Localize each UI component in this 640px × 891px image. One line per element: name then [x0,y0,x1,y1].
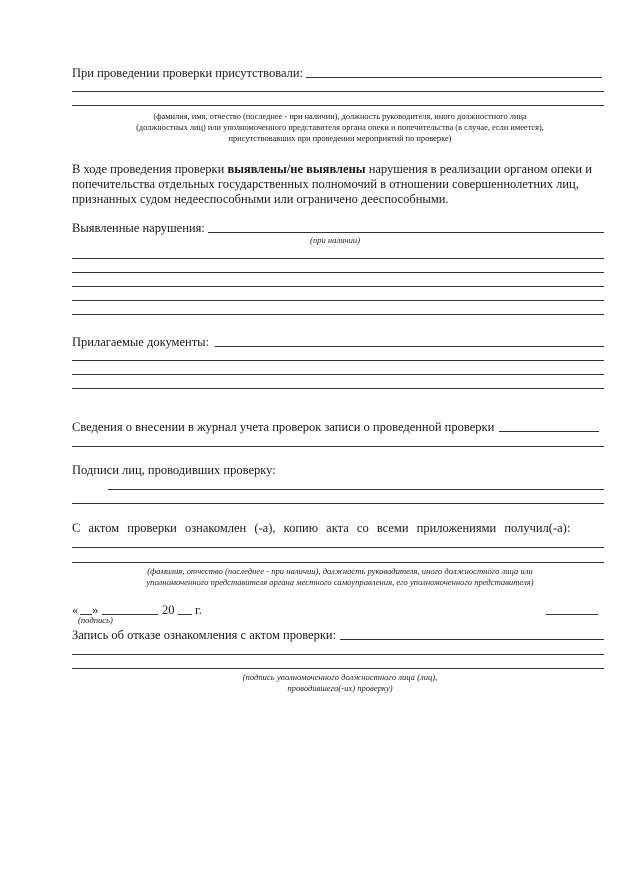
acquaint-caption-2: уполномоченного представителя органа местного самоуправления, его уполномоченного представителя) [146,577,534,587]
violations-line-3[interactable] [72,272,604,273]
journal-field-line[interactable] [499,431,599,432]
present-line-3[interactable] [72,105,604,106]
violations-line-2[interactable] [72,258,604,259]
violations-label: Выявленные нарушения: [72,221,205,235]
findings-suffix: нарушения в реализации органом опеки и [365,162,592,176]
present-caption-2: (должностных лиц) или уполномоченного представителя органа опеки и попечительства (в случае, если имеется), [136,123,544,132]
present-line-2[interactable] [72,91,604,92]
violations-hint: (при наличии) [310,235,361,245]
date-year-prefix: 20 [162,603,175,617]
date-sign-line[interactable] [546,614,598,615]
present-label: При проведении проверки присутствовали: [72,66,304,80]
documents-line-4[interactable] [72,388,604,389]
date-open-quote: « [72,603,79,617]
present-caption-3: присутствовавших при проведении мероприятий по проверке) [228,134,452,143]
refusal-line-3[interactable] [72,668,604,669]
present-field-line[interactable] [306,77,602,78]
date-close-quote: » [92,603,99,617]
journal-label: Сведения о внесении в журнал учета проверок записи о проведенной проверки [72,420,495,434]
refusal-line-2[interactable] [72,654,604,655]
findings-bold: выявлены/не выявлены [227,162,366,176]
acquaint-line-2[interactable] [72,562,604,563]
findings-line-3: признанных судом недееспособными или ограничено дееспособными. [72,192,449,206]
date-sign-hint: (подпись) [78,615,113,625]
date-year-line[interactable] [178,614,192,615]
documents-label: Прилагаемые документы: [72,335,210,349]
refusal-caption-1: (подпись уполномоченного должностного лица (лиц), [242,672,438,682]
refusal-field-line[interactable] [340,639,604,640]
signatures-line-1[interactable] [108,489,604,490]
documents-field-line[interactable] [215,346,604,347]
signatures-line-2[interactable] [72,503,604,504]
date-year-suffix: г. [195,603,202,617]
violations-line-5[interactable] [72,300,604,301]
acquaint-label: С актом проверки ознакомлен (-а), копию акта со всеми приложениями получил(-а): [72,521,571,535]
refusal-label: Запись об отказе ознакомления с актом проверки: [72,628,337,642]
findings-line-2: попечительства отдельных государственных полномочий в отношении совершеннолетних лиц, [72,177,579,191]
refusal-caption-2: проводившего(-их) проверку) [287,683,393,693]
present-caption-1: (фамилия, имя, отчество (последнее - при наличии), должность руководителя, иного должностного лица [153,112,527,121]
acquaint-caption-1: (фамилия, отчество (последнее - при наличии), должность руководителя, иного должностного лица или [147,566,533,576]
journal-line-2[interactable] [72,446,604,447]
findings-line-1 [72,162,592,177]
acquaint-line-1[interactable] [72,547,604,548]
documents-line-3[interactable] [72,374,604,375]
violations-line-6[interactable] [72,314,604,315]
documents-line-2[interactable] [72,360,604,361]
violations-line-4[interactable] [72,286,604,287]
findings-prefix: В ходе проведения проверки [72,162,228,176]
signatures-label: Подписи лиц, проводивших проверку: [72,463,276,477]
violations-field-line[interactable] [208,232,604,233]
